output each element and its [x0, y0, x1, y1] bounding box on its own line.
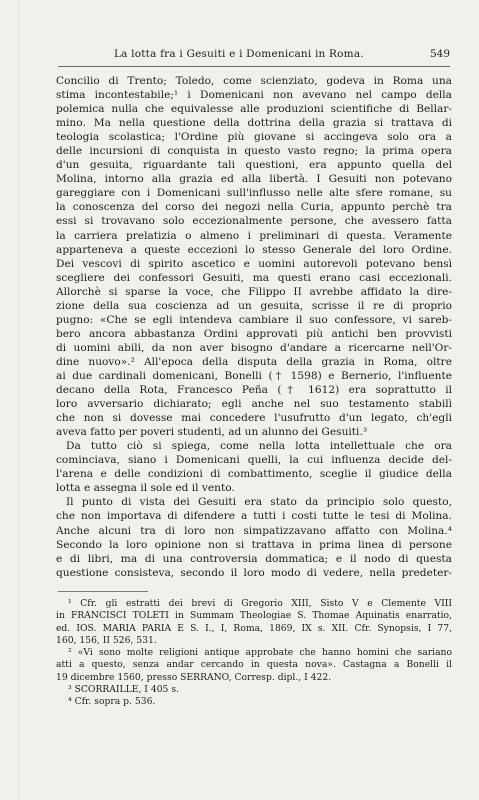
- footnote-line: ¹ Cfr. gli estratti dei brevi di Gregorio XIII, Sisto V e Clemente VIII: [68, 598, 452, 609]
- text-line: zione della sua coscienza ad un gesuita, scrisse il re di proprio: [56, 299, 452, 312]
- text-line: decano della Rota, Francesco Peña († 1612) era soprattutto il: [56, 384, 452, 397]
- body-text: [56, 74, 452, 580]
- text-line: Molina, intorno alla grazia ed alla libertà. I Gesuiti non potevano: [56, 173, 452, 186]
- text-line: dine nuovo».² All'epoca della disputa della grazia in Roma, oltre: [56, 355, 452, 368]
- text-line: scegliere dei confessori Gesuiti, ma questi erano casi eccezionali.: [56, 271, 452, 284]
- text-line: che non importava di difendere a tutti i costi tutte le tesi di Molina.: [56, 510, 452, 523]
- text-line: Secondo la loro opinione non si trattava in prima linea di persone: [56, 538, 452, 551]
- footnote-line: 160, 156, II 526, 531.: [56, 634, 157, 646]
- footnote-line: ⁴ Cfr. sopra p. 536.: [68, 696, 156, 708]
- text-line: bero ancora abbastanza Ordini approvati più antichi ben provvisti: [56, 327, 452, 340]
- footnotes: [56, 598, 452, 709]
- text-line: Allorchè si sparse la voce, che Filippo II avrebbe affidato la dire-: [56, 285, 452, 298]
- text-line: la carriera prelatizia o almeno i preliminari di questa. Veramente: [56, 229, 452, 242]
- text-line: l'arena e delle condizioni di combattimento, sceglie il giudice della: [56, 468, 452, 481]
- text-line: mino. Ma nella questione della dottrina della grazia si trattava di: [56, 117, 452, 130]
- text-line: teologia scolastica; l'Ordine più giovane si accingeva solo ora a: [56, 131, 452, 144]
- page-number: 549: [429, 48, 450, 60]
- text-line: Dei vescovi di spirito ascetico e uomini autorevoli potevano bensì: [56, 257, 452, 270]
- text-line: loro avversario dichiarato; egli anche nel suo testamento stabilì: [56, 398, 452, 411]
- text-line: delle incursioni di conquista in questo vasto regno; la prima opera: [56, 145, 452, 158]
- footnote-line: ³ SCORRAILLE, I 405 s.: [68, 684, 179, 696]
- text-line: polemica nulla che equivalesse alle produzioni scientifiche di Bellar-: [56, 103, 452, 116]
- text-line: Il punto di vista dei Gesuiti era stato da principio solo questo,: [66, 496, 452, 509]
- footnote-line: in FRANCISCI TOLETI in Summam Theologiae S. Thomae Aquinatis enarratio,: [56, 610, 452, 622]
- text-line: aveva fatto per poveri studenti, ad un alunno dei Gesuiti.³: [56, 426, 368, 439]
- text-line: pugno: «Che se egli intendeva cambiare il suo confessore, vi sareb-: [56, 313, 452, 326]
- text-line: la conoscenza del corso dei negozi nella Curia, appunto perchè tra: [56, 201, 452, 214]
- text-line: questione consisteva, secondo il loro modo di vedere, nella predeter-: [56, 566, 452, 579]
- text-line: Da tutto ciò si spiega, come nella lotta intellettuale che ora: [66, 440, 452, 453]
- text-line: stima incontestabile;¹ i Domenicani non avevano nel campo della: [56, 89, 452, 102]
- text-line: apparteneva a queste eccezioni lo stesso Generale del loro Ordine.: [56, 243, 452, 256]
- text-line: ai due cardinali domenicani, Bonelli († 1598) e Bernerio, l'influente: [56, 369, 452, 382]
- running-head: [58, 48, 450, 60]
- text-line: d'un gesuita, riguardante tali questioni, era appunto quella del: [56, 159, 452, 172]
- footnote-line: atti a questo, senza andar cercando in questa nova». Castagna a Bonelli il: [56, 659, 452, 671]
- text-line: essi si trovavano solo eccezionalmente persone, che avessero fatta: [56, 215, 452, 228]
- text-line: cominciava, siano i Domenicani quelli, la cui influenza decide del-: [56, 454, 452, 467]
- text-line: di uomini abili, da non aver bisogno d'andare a ricercarne nell'Or-: [56, 341, 452, 354]
- text-line: che non si dovesse mai concedere l'usufrutto d'un legato, ch'egli: [56, 412, 452, 425]
- text-line: e di libri, ma di una controversia dommatica; e il nodo di questa: [56, 552, 452, 565]
- running-title: La lotta fra i Gesuiti e i Domenicani in Roma.: [114, 48, 364, 60]
- footnote-line: ² «Vi sono molte religioni antique approbate che hanno homini che sariano: [68, 647, 452, 659]
- footnote-line: ed. IOS. MARIA PARIA E S. I., I, Roma, 1869, IX s. XII. Cfr. Synopsis, I 77,: [56, 622, 452, 634]
- footnote-line: 19 dicembre 1560, presso SERRANO, Corresp. dipl., I 422.: [56, 671, 332, 683]
- text-line: Anche alcuni tra di loro non simpatizzavano affatto con Molina.⁴: [56, 524, 452, 537]
- text-line: Concilio di Trento; Toledo, come scienziato, godeva in Roma una: [56, 75, 452, 87]
- header-rule: [58, 66, 450, 67]
- footnote-separator: [58, 591, 148, 592]
- text-line: gareggiare con i Domenicani sull'influsso nelle alte sfere romane, su: [56, 187, 452, 200]
- text-line: lotta e assegna il sole ed il vento.: [56, 482, 235, 495]
- scan-edge-shadow: [18, 0, 19, 800]
